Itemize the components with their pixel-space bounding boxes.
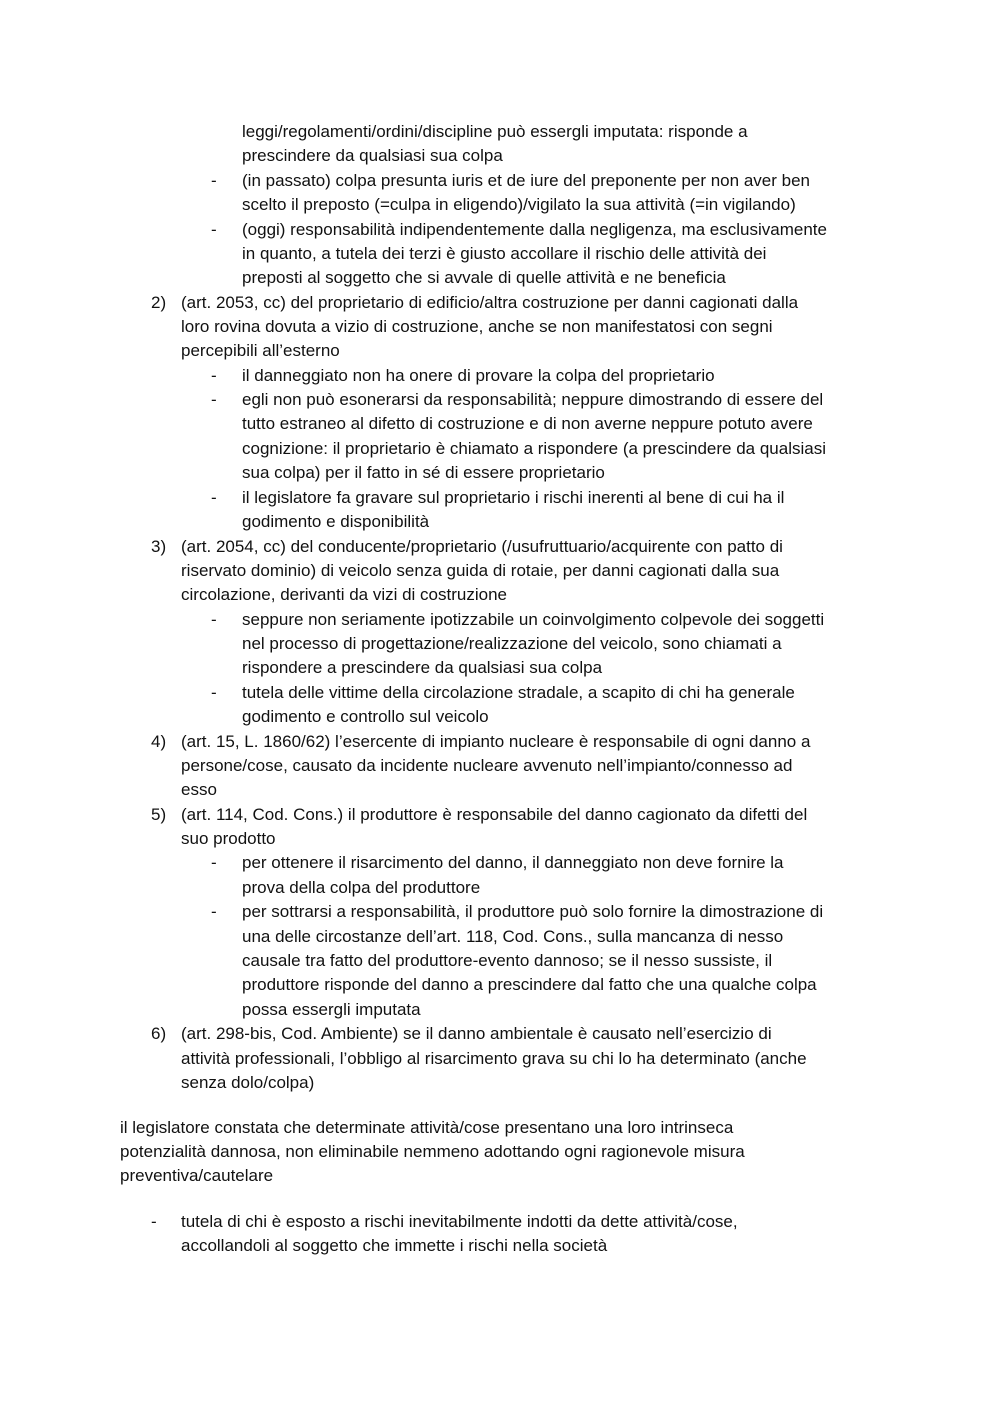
text-line: produttore risponde del danno a prescindere dal fatto che una qualche colpa <box>242 975 817 994</box>
text-line: preposti al soggetto che si avvale di quelle attività e ne beneficia <box>242 268 726 287</box>
text-line: attività professionali, l’obbligo al risarcimento grava su chi lo ha determinato (anche <box>181 1049 807 1068</box>
text-line: causale tra fatto del produttore-evento dannoso; se il nesso sussiste, il <box>242 951 773 970</box>
text-line: accollandoli al soggetto che immette i rischi nella società <box>181 1236 608 1255</box>
item-number: 4) <box>151 732 167 751</box>
text-line: loro rovina dovuta a vizio di costruzione, anche se non manifestatosi con segni <box>181 317 773 336</box>
text-line: prescindere da qualsiasi sua colpa <box>242 146 503 165</box>
text-line: godimento e disponibilità <box>242 512 430 531</box>
text-line: una delle circostanze dell’art. 118, Cod. Cons., sulla mancanza di nesso <box>242 927 784 946</box>
bullet-marker: - <box>211 683 217 702</box>
text-line: il danneggiato non ha onere di provare la colpa del proprietario <box>242 366 715 385</box>
text-line: godimento e controllo sul veicolo <box>242 707 489 726</box>
bullet-marker: - <box>211 390 217 409</box>
bullet-marker: - <box>211 902 217 921</box>
text-line: rispondere a prescindere da qualsiasi sua colpa <box>242 658 603 677</box>
bullet-marker: - <box>211 171 217 190</box>
bullet-marker: - <box>211 488 217 507</box>
text-line: il legislatore fa gravare sul proprietario i rischi inerenti al bene di cui ha il <box>242 488 785 507</box>
text-line: riservato dominio) di veicolo senza guida di rotaie, per danni cagionati dalla sua <box>181 561 780 580</box>
bullet-marker: - <box>211 366 217 385</box>
text-line: (in passato) colpa presunta iuris et de iure del preponente per non aver ben <box>242 171 810 190</box>
text-line: percepibili all’esterno <box>181 341 340 360</box>
item-number: 5) <box>151 805 167 824</box>
text-line: il legislatore constata che determinate attività/cose presentano una loro intrinseca <box>120 1118 734 1137</box>
text-line: esso <box>181 780 217 799</box>
text-line: (art. 114, Cod. Cons.) il produttore è responsabile del danno cagionato da difetti del <box>181 805 808 824</box>
text-line: (oggi) responsabilità indipendentemente dalla negligenza, ma esclusivamente <box>242 220 827 239</box>
item-number: 6) <box>151 1024 167 1043</box>
text-line: tutto estraneo al difetto di costruzione e di non averne neppure potuto avere <box>242 414 813 433</box>
text-line: prova della colpa del produttore <box>242 878 481 897</box>
text-line: tutela di chi è esposto a rischi inevitabilmente indotti da dette attività/cose, <box>181 1212 738 1231</box>
text-line: circolazione, derivanti da vizi di costruzione <box>181 585 507 604</box>
text-line: senza dolo/colpa) <box>181 1073 315 1092</box>
text-line: (art. 15, L. 1860/62) l’esercente di impianto nucleare è responsabile di ogni danno a <box>181 732 811 751</box>
text-line: (art. 298-bis, Cod. Ambiente) se il danno ambientale è causato nell’esercizio di <box>181 1024 772 1043</box>
text-line: per ottenere il risarcimento del danno, il danneggiato non deve fornire la <box>242 853 784 872</box>
item-number: 2) <box>151 293 167 312</box>
text-line: persone/cose, causato da incidente nucleare avvenuto nell’impianto/connesso ad <box>181 756 793 775</box>
text-line: preventiva/cautelare <box>120 1166 274 1185</box>
text-line: possa essergli imputata <box>242 1000 421 1019</box>
text-line: (art. 2054, cc) del conducente/proprietario (/usufruttuario/acquirente con patto di <box>181 537 783 556</box>
text-line: (art. 2053, cc) del proprietario di edificio/altra costruzione per danni cagionati dalla <box>181 293 799 312</box>
text-line: scelto il preposto (=culpa in eligendo)/vigilato la sua attività (=in vigilando) <box>242 195 796 214</box>
bullet-marker: - <box>151 1212 157 1231</box>
text-line: sua colpa) per il fatto in sé di essere proprietario <box>242 463 605 482</box>
bullet-marker: - <box>211 610 217 629</box>
text-line: cognizione: il proprietario è chiamato a rispondere (a prescindere da qualsiasi <box>242 439 826 458</box>
bullet-marker: - <box>211 220 217 239</box>
text-line: potenzialità dannosa, non eliminabile nemmeno adottando ogni ragionevole misura <box>120 1142 745 1161</box>
text-line: suo prodotto <box>181 829 276 848</box>
text-line: seppure non seriamente ipotizzabile un coinvolgimento colpevole dei soggetti <box>242 610 825 629</box>
text-line: egli non può esonerarsi da responsabilità; neppure dimostrando di essere del <box>242 390 824 409</box>
text-line: tutela delle vittime della circolazione stradale, a scapito di chi ha generale <box>242 683 795 702</box>
text-line: nel processo di progettazione/realizzazione del veicolo, sono chiamati a <box>242 634 782 653</box>
bullet-marker: - <box>211 853 217 872</box>
text-line: leggi/regolamenti/ordini/discipline può essergli imputata: risponde a <box>242 122 748 141</box>
text-line: per sottrarsi a responsabilità, il produttore può solo fornire la dimostrazione di <box>242 902 824 921</box>
item-number: 3) <box>151 537 167 556</box>
text-line: in quanto, a tutela dei terzi è giusto accollare il rischio delle attività dei <box>242 244 767 263</box>
